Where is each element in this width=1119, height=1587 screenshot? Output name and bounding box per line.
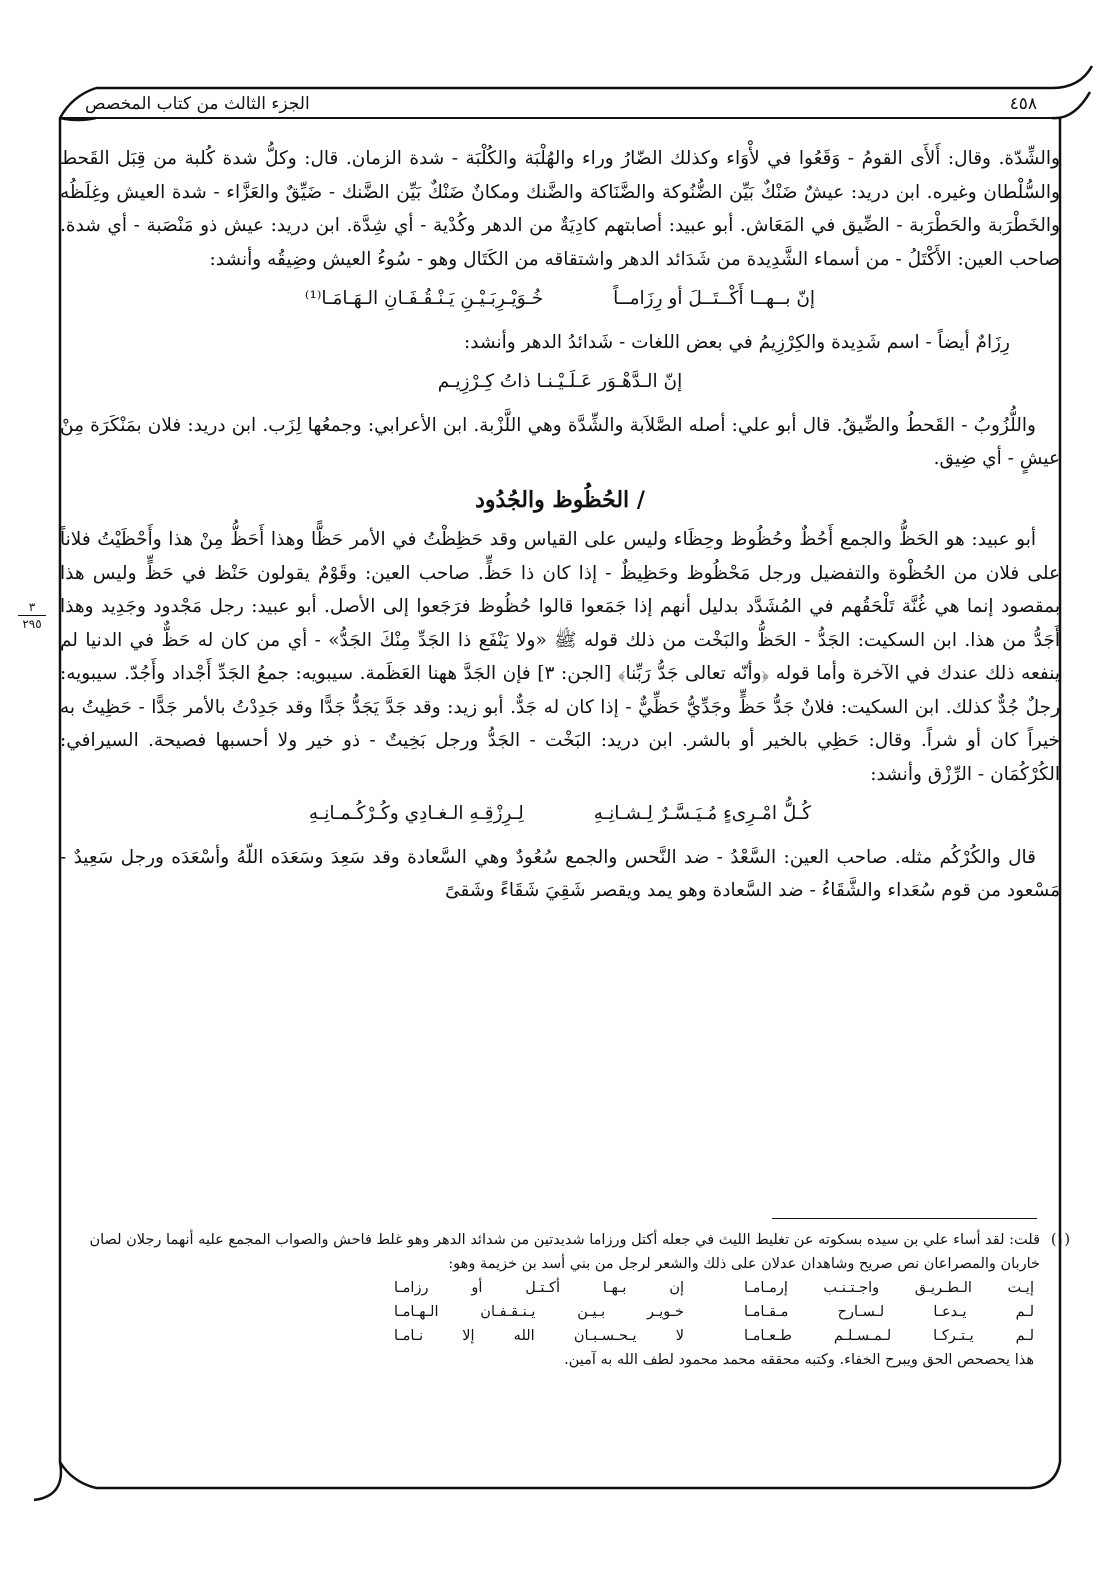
section-heading: / الحُظُوظ والجُدُود <box>475 486 645 513</box>
verse-line: إنّ الـدَّهْـوَر عَـلَـيْـنـا ذاتُ كِـرْزِيـم <box>437 371 683 392</box>
verse-hemistich-second: لِـرِزْقِـهِ الـغـادِي وكُـرْكُـمـانِـهِ <box>308 803 524 824</box>
footnote-signature: هذا يحصحص الحق ويبرح الخفاء. وكتبه محققه محمد محمود لطف الله به آمين. <box>564 1352 1034 1368</box>
verse-hemistich-second: خُـوَيْـرِبَـيْـنِ يَـنْـقُـفَـانِ الـهَـامَـا⁽¹⁾ <box>304 288 544 309</box>
footnote-number: (١) <box>1050 1232 1070 1248</box>
footnote-poem <box>394 1276 1034 1348</box>
footnote-verse: لـم يـدعـا لـسـارح مـقـامـا <box>744 1304 1034 1320</box>
footnote-verse: خـويـر بـيـن يـنـقـفـان الـهـامـا <box>394 1304 684 1320</box>
poem-verse <box>60 365 1060 399</box>
margin-ref-divider <box>18 615 46 616</box>
main-text <box>60 142 1060 908</box>
paragraph: رِزَامٌ أيضاً - اسم شَدِيدة والكِرْزِيمُ في بعض اللغات - شَدائدُ الدهر وأنشد: <box>464 331 1010 353</box>
footnote-verse: إيـت الـطـريـق واجـتـنـب إرمـامـا <box>744 1280 1034 1296</box>
poem-verse <box>60 282 1060 316</box>
verse-hemistich-first: إنّ بــهــا أَكْــتَــلَ أو رِزَامــاً <box>613 288 816 309</box>
margin-ref-bottom: ٢٩٥ <box>22 617 42 631</box>
paragraph: قال والكُرْكُم مثله. صاحب العين: السَّعْدُ - ضد النَّحس والجمع سُعُودٌ وهي السَّعادة وقد سَعِدَ وسَعَدَه اللّهُ وأسْعَدَه ورجل سَعِيدٌ - مَسْعود من قوم سُعَداء والشَّقَاءُ - ضد السَّعادة وهو يمد ويقصر شَقِيَ شَقَاءً وشَقىً <box>60 846 1060 901</box>
paragraph: والشِّدّة. وقال: أَلأَى القومُ - وَقَعُوا في لأْوَاء وكذلك الضّارُ وراء والهُلْبَة والكُلْبَة - شدة الزمان. قال: وكلُّ شدة كُلبة من قِبَل القَحط والسُّلْطان وغيره. ابن دريد: عيشٌ ضَنْكٌ بَيِّن الضُّنُوكة والضَّنَاكة والضَّنك ومكانٌ ضَنْكٌ بَيِّن الضَّنك - ضَيِّقٌ والعَزَّاء - شدة العيش وغِلَظُه والخَطْرَبة والحَطْرَبة - الضِّيق في المَعَاش. أبو عبيد: أصابتهم كادِيَةٌ من الدهر وكُدْية - أي شِدَّة. ابن دريد: عيش ذو مَنْصَبة - أي شدة. صاحب العين: الأَكْتَلُ - من أسماء الشَّدِيدة من شَدَائد الدهر واشتقاقه من الكَتَال وهو - سُوءُ العيش وضِيقُه وأنشد: <box>60 148 1060 270</box>
running-title: الجزء الثالث من كتاب المخصص <box>85 94 310 114</box>
footnote-verse: لا يـحـسـبـان الله إلا نـامـا <box>394 1328 684 1344</box>
paragraph: واللُّزُوبُ - القَحطُ والضِّيقُ. قال أبو علي: أصله الصَّلاَبة والشِّدَّة وهي اللَّزْبة. ابن الأعرابي: وجمعُها لِزَب. ابن دريد: فلان بمَنْكَرَة مِنْ عيشٍ - أي ضِيق. <box>60 414 1060 469</box>
margin-page-reference <box>12 600 52 631</box>
verse-hemistich-first: كُـلُّ امْـرِىءٍ مُـيَـسَّـرٌ لِـشـانِـهِ <box>593 803 812 824</box>
footnote-verse: لـم يـتـركـا لـمـسـلـم طـعـامـا <box>744 1328 1034 1344</box>
paragraph: أبو عبيد: هو الحَظُّ والجمع أَحُظٌ وحُظُوظ وحِظَاء وليس على القياس وقد حَظِظْتُ في الأمر حَظًّا وهذا أَحَظُّ مِنْ هذا وأَحْظَيْتُ فلاناً على فلان من الحُظْوة والتفضيل ورجل مَحْظُوظ وحَظِيظٌ - إذا كان ذا حَظٍّ. صاحب العين: وقَوْمٌ يقولون حَنْظ في حَظٍّ وليس هذا بمقصود إنما هي غُنَّة تَلْحَقُهم في المُشَدَّد بدليل أنهم إذا جَمَعوا قالوا حُظُوظ فرَجَعوا إلى الأصل. أبو عبيد: رجل مَجْدود وجَدِيد وهذا أَجَدُّ من هذا. ابن السكيت: الجَدُّ - الحَظُّ والبَخْت من ذلك قوله ﷺ «ولا يَنْفَع ذا الجَدِّ مِنْكَ الجَدُّ» - أي من كان له حَظٌّ في الدنيا لم ينفعه ذلك عندك في الآخرة وأما قوله ﴿وأنّه تعالى جَدُّ رَبِّنا﴾ [الجن: ٣] فإن الجَدَّ ههنا العَظَمة. سيبويه: جمعُ الجَدِّ أَجْداد وأَجُدّ. سيبويه: رجلٌ جُدٌّ كذلك. ابن السكيت: فلانٌ جَدُّ حَظٍّ وجَدِّيُّ حَظِّيٌّ - إذا كان له جَدٌّ. أبو زيد: وقد جَدَّ يَجَدُّ جَدًّا وقد جَدِدْتُ بالأمر جَدًّا - حَظِيتُ به خيراً كان أو شراً. وقال: حَظِي بالخير أو بالشر. ابن دريد: البَخْت - الجَدُّ ورجل بَخِيتٌ - ذو خير ولا أحسبها فصيحة. السيرافي: الكُرْكُمَان - الرِّزْق وأنشد: <box>60 529 1060 785</box>
footnote <box>80 1228 1070 1372</box>
footnote-verse: إن بـهـا أكـتـل أو رزامـا <box>394 1280 684 1296</box>
margin-ref-top: ٣ <box>28 600 36 614</box>
footnote-entry <box>80 1228 1070 1276</box>
footnote-separator <box>772 1218 1037 1219</box>
footnote-text: قلت: لقد أساء علي بن سيده بسكوته عن تغليط الليث في جعله أكتل ورزاما شديدتين من شدائد الدهر وهو غلط فاحش والصواب المجمع عليه أنهما رجلان لصان خاربان والمصراعان نص صريح وشاهدان عدلان على ذلك والشعر لرجل من بني أسد بن خزيمة وهو: <box>89 1232 1040 1272</box>
poem-verse <box>60 797 1060 831</box>
page-number: ٤٥٨ <box>1009 94 1037 114</box>
